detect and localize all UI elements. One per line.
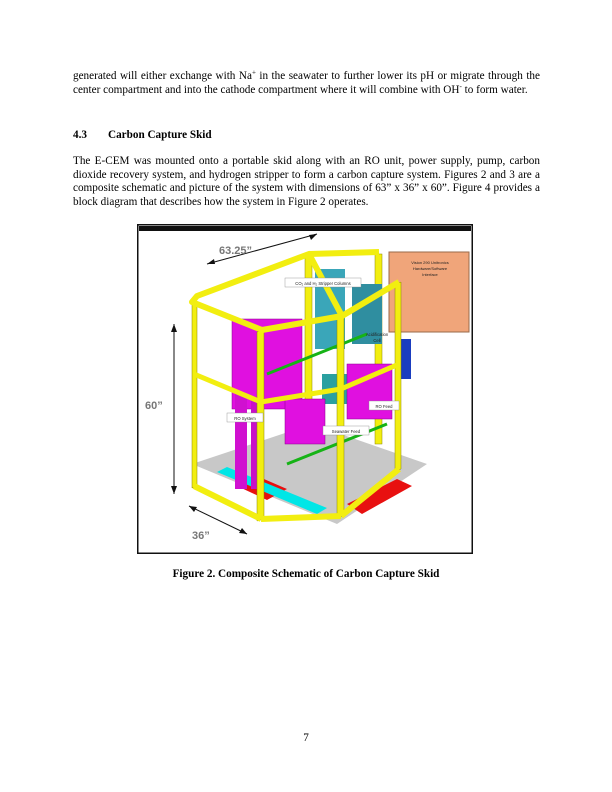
dimension-label-width: 63.25” xyxy=(219,245,253,257)
section-heading xyxy=(73,129,212,141)
para1-text-b: in the seawater to further lower its pH or migrate through the center compartment and into the cathode compartment where it will combine with OH xyxy=(73,70,540,96)
frame-top-rail-back xyxy=(309,252,379,254)
label-ro-system: RO System xyxy=(234,416,256,421)
label-acidification-line2: Cell xyxy=(373,338,381,343)
para1-text-a: generated will either exchange with Na xyxy=(73,70,252,82)
section-title: Carbon Capture Skid xyxy=(108,129,212,141)
frame-front-post-right xyxy=(337,317,344,518)
section-number: 4.3 xyxy=(73,129,87,141)
frame-right-post xyxy=(395,282,401,471)
sodium-superscript: + xyxy=(251,68,256,77)
para1-text-c: to form water. xyxy=(461,83,528,96)
page-number: 7 xyxy=(303,732,309,744)
figure-skid-schematic xyxy=(137,224,473,554)
skid-schematic-drawing xyxy=(137,224,473,554)
frame-base-rail-front xyxy=(261,516,341,519)
seawater-tank xyxy=(285,399,325,444)
dimension-label-depth: 36” xyxy=(192,530,210,542)
frame-front-post-left xyxy=(192,302,197,488)
frame-front-post-mid xyxy=(257,330,264,521)
ro-vessel-1 xyxy=(235,394,247,489)
dimension-label-height: 60” xyxy=(145,400,163,412)
paragraph-continuation xyxy=(73,70,540,97)
figure-caption: Figure 2. Composite Schematic of Carbon Capture Skid xyxy=(172,568,440,580)
paragraph-skid-description: The E-CEM was mounted onto a portable skid along with an RO unit, power supply, pump, carbon dioxide recovery system, and hydrogen stripper to form a carbon capture system. Figures 2 and 3 are a composite schematic and picture of the system with dimensions of 63” x 36” x 60”. Figure 4 provides a block diagram that describes how the system in Figure 2 operates. xyxy=(73,155,540,208)
label-acidification-line1: Acidification xyxy=(365,332,389,337)
label-ro-feed: RO Feed xyxy=(375,404,393,409)
figure-top-band xyxy=(139,226,471,231)
label-vision-line3: Interface xyxy=(422,272,438,277)
label-vision-line2: Hardware/Software xyxy=(412,266,448,271)
label-columns: CO₂ and H₂ Stripper Columns xyxy=(295,281,351,286)
label-vision-line1: Vision 290 Unitronics xyxy=(411,260,449,265)
hydroxide-superscript: - xyxy=(459,81,462,90)
label-seawater-feed: Seawater Feed xyxy=(331,429,361,434)
